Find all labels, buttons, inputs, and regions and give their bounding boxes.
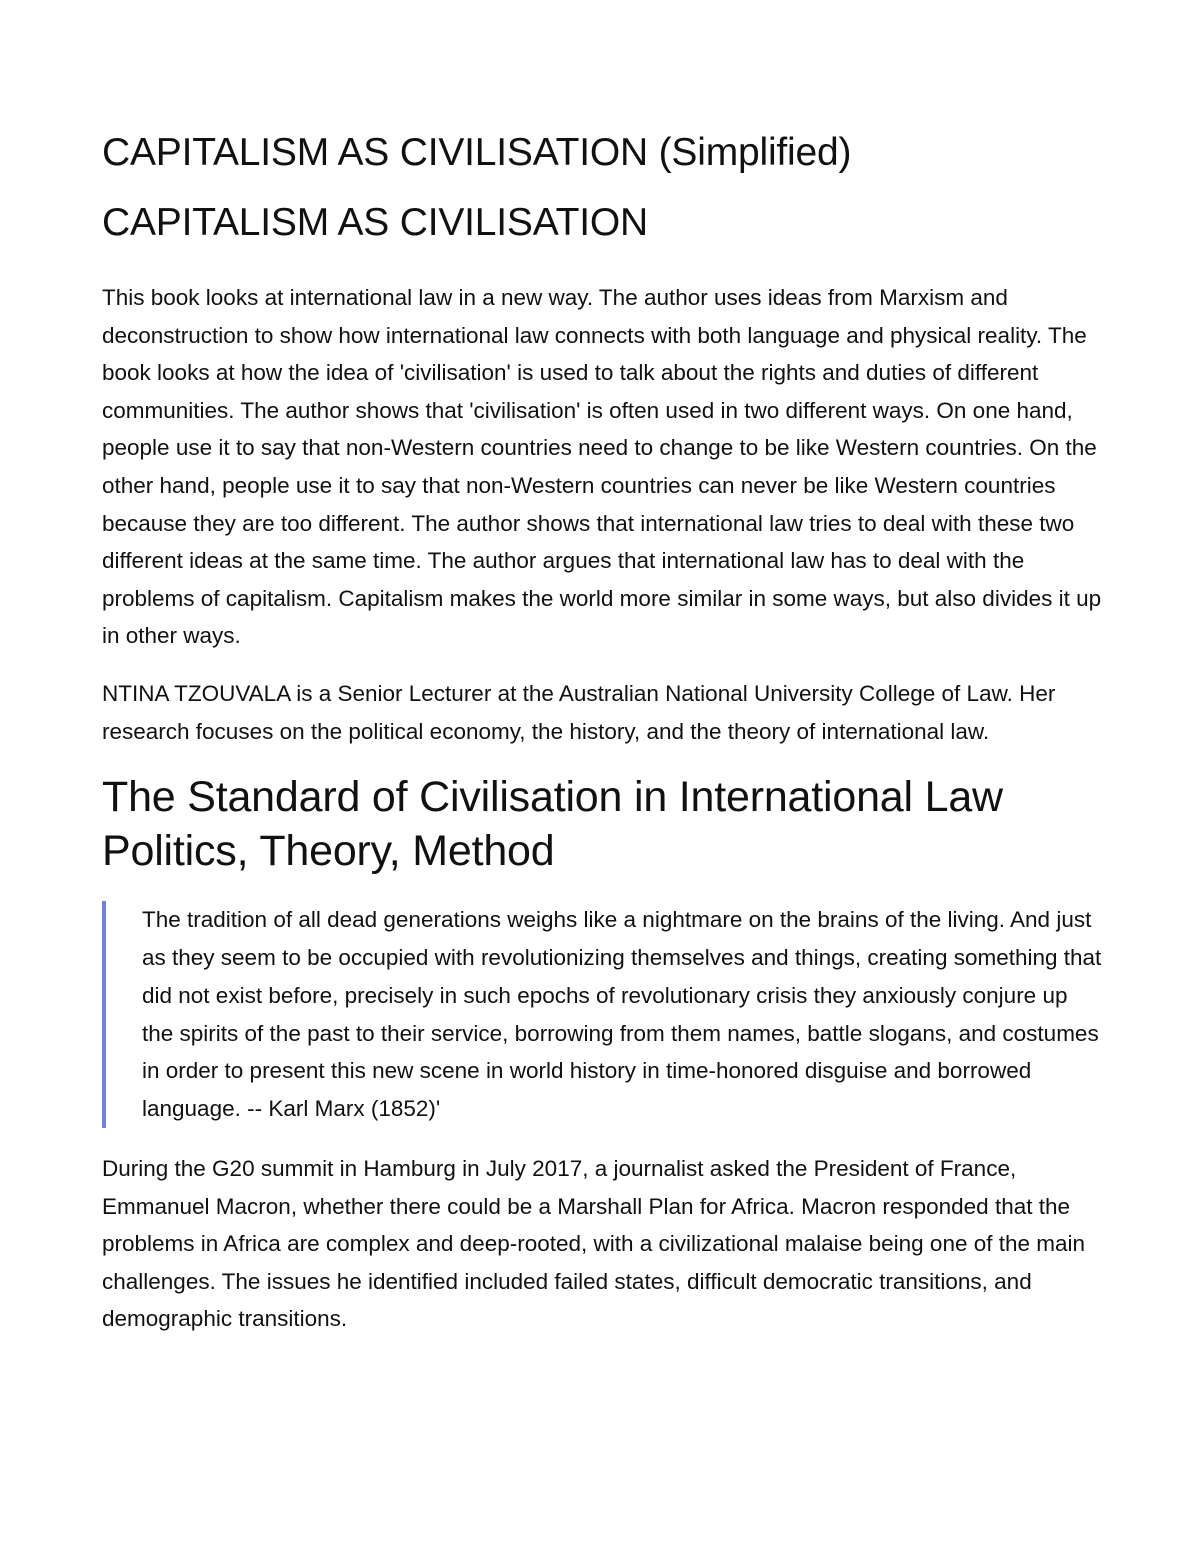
summary-paragraph: This book looks at international law in a new way. The author uses ideas from Marxism and deconstruction to show how international law connects with both language and physical reality. The book looks at how the idea of 'civilisation' is used to talk about the rights and duties of different communities. The author shows that 'civilisation' is often used in two different ways. On one hand, people use it to say that non-Western countries need to change to be like Western countries. On the other hand, people use it to say that non-Western countries can never be like Western countries because they are too different. The author shows that international law tries to deal with these two different ideas at the same time. The author argues that international law has to deal with the problems of capitalism. Capitalism makes the world more similar in some ways, but also divides it up in other ways. [102,285,1102,649]
epigraph-blockquote: The tradition of all dead generations weighs like a nightmare on the brains of the living. And just as they seem to be occupied with revolutionizing themselves and things, creating something that did not exist before, precisely in such epochs of revolutionary crisis they anxiously conjure up the spirits of the past to their service, borrowing from them names, battle slogans, and costumes in order to present this new scene in world history in time-honored disguise and borrowed language. -- Karl Marx (1852)' [102,901,1102,1128]
document-page [102,128,1102,1338]
body-paragraph: During the G20 summit in Hamburg in July 2017, a journalist asked the President of France, Emmanuel Macron, whether there could be a Marshall Plan for Africa. Macron responded that the problems in Africa are complex and deep-rooted, with a civilizational malaise being one of the main challenges. The issues he identified included failed states, difficult democratic transitions, and demographic transitions. [102,1155,1086,1332]
section-heading: The Standard of Civilisation in International Law Politics, Theory, Method [102,773,1003,876]
author-bio-paragraph: NTINA TZOUVALA is a Senior Lecturer at the Australian National University College of Law. Her research focuses on the political economy, the history, and the theory of international law. [102,680,1056,744]
document-subtitle: CAPITALISM AS CIVILISATION [102,201,648,244]
document-title: CAPITALISM AS CIVILISATION (Simplified) [102,131,852,174]
